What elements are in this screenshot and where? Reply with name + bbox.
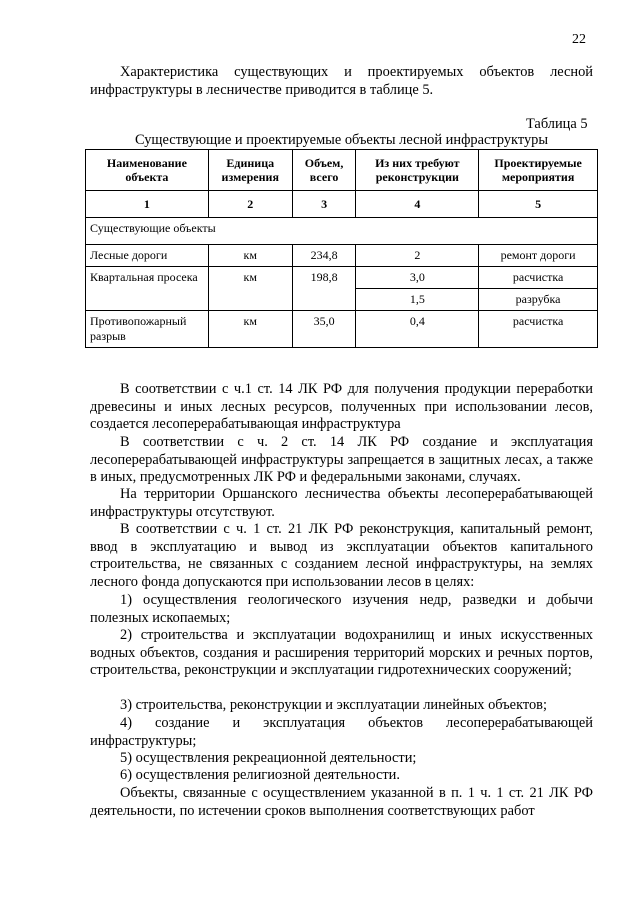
- paragraph: На территории Оршанского лесничества объекты лесоперерабатывающей инфраструктуры отсутствуют.: [90, 486, 593, 520]
- list-item: 6) осуществления религиозной деятельности.: [120, 767, 400, 783]
- object-name: Лесные дороги: [86, 245, 209, 267]
- unit-cell: км: [208, 245, 292, 267]
- section-label: Существующие объекты: [86, 218, 598, 245]
- header-cell: Из них требуют реконструкции: [356, 150, 479, 191]
- header-cell: Наименование объекта: [86, 150, 209, 191]
- measure-cell: расчистка: [479, 311, 598, 348]
- reconstruction-cell: 0,4: [356, 311, 479, 348]
- object-name: Противопожарный разрыв: [86, 311, 209, 348]
- paragraph: В соответствии с ч.1 ст. 14 ЛК РФ для получения продукции переработки древесины и иных лесных ресурсов, полученных при использовании лесов, создается лесоперерабатывающая инфраструктура: [90, 381, 593, 433]
- table-title: Существующие и проектируемые объекты лесной инфраструктуры: [134, 132, 549, 148]
- list-item: 1) осуществления геологического изучения недр, разведки и добычи полезных ископаемых;: [90, 592, 593, 626]
- page-number: 22: [572, 32, 586, 47]
- column-number-row: [86, 191, 598, 218]
- unit-cell: км: [208, 267, 292, 311]
- object-name: Квартальная просека: [86, 267, 209, 311]
- measure-cell: ремонт дороги: [479, 245, 598, 267]
- unit-cell: км: [208, 311, 292, 348]
- table-row: [86, 311, 598, 348]
- header-cell: Единица измерения: [208, 150, 292, 191]
- table-header-row: [86, 150, 598, 191]
- list-item: 5) осуществления рекреационной деятельности;: [120, 750, 417, 766]
- column-number: 2: [208, 191, 292, 218]
- column-number: 1: [86, 191, 209, 218]
- column-number: 4: [356, 191, 479, 218]
- column-number: 5: [479, 191, 598, 218]
- intro-paragraph: Характеристика существующих и проектируемых объектов лесной инфраструктуры в лесничестве приводится в таблице 5.: [90, 64, 593, 98]
- table-caption: Таблица 5: [526, 116, 588, 132]
- header-cell: Объем, всего: [292, 150, 356, 191]
- reconstruction-cell: 3,0: [356, 267, 479, 289]
- table-row: [86, 267, 598, 289]
- infrastructure-table: [85, 149, 598, 348]
- measure-cell: разрубка: [479, 289, 598, 311]
- measure-cell: расчистка: [479, 267, 598, 289]
- reconstruction-cell: 2: [356, 245, 479, 267]
- section-row: [86, 218, 598, 245]
- volume-cell: 198,8: [292, 267, 356, 311]
- list-item: 3) строительства, реконструкции и эксплуатации линейных объектов;: [120, 697, 547, 713]
- paragraph: Объекты, связанные с осуществлением указанной в п. 1 ч. 1 ст. 21 ЛК РФ деятельности, по истечении сроков выполнения соответствующих работ: [90, 785, 593, 819]
- volume-cell: 35,0: [292, 311, 356, 348]
- table-row: [86, 245, 598, 267]
- list-item: 2) строительства и эксплуатации водохранилищ и иных искусственных водных объектов, создания и расширения территорий морских и речных портов, строительства, реконструкции и эксплуатации гидротехнических сооружений;: [90, 627, 593, 679]
- column-number: 3: [292, 191, 356, 218]
- header-cell: Проектируемые мероприятия: [479, 150, 598, 191]
- reconstruction-cell: 1,5: [356, 289, 479, 311]
- paragraph: В соответствии с ч. 1 ст. 21 ЛК РФ реконструкция, капитальный ремонт, ввод в эксплуатацию и вывод из эксплуатации объектов капитального строительства, не связанных с созданием лесной инфраструктуры, на землях лесного фонда допускаются при использовании лесов в целях:: [90, 521, 593, 590]
- paragraph: В соответствии с ч. 2 ст. 14 ЛК РФ создание и эксплуатация лесоперерабатывающей инфраструктуры запрещается в защитных лесах, а также в иных, предусмотренных ЛК РФ и федеральными законами, случаях.: [90, 434, 593, 486]
- list-item: 4) создание и эксплуатация объектов лесоперерабатывающей инфраструктуры;: [90, 715, 593, 749]
- volume-cell: 234,8: [292, 245, 356, 267]
